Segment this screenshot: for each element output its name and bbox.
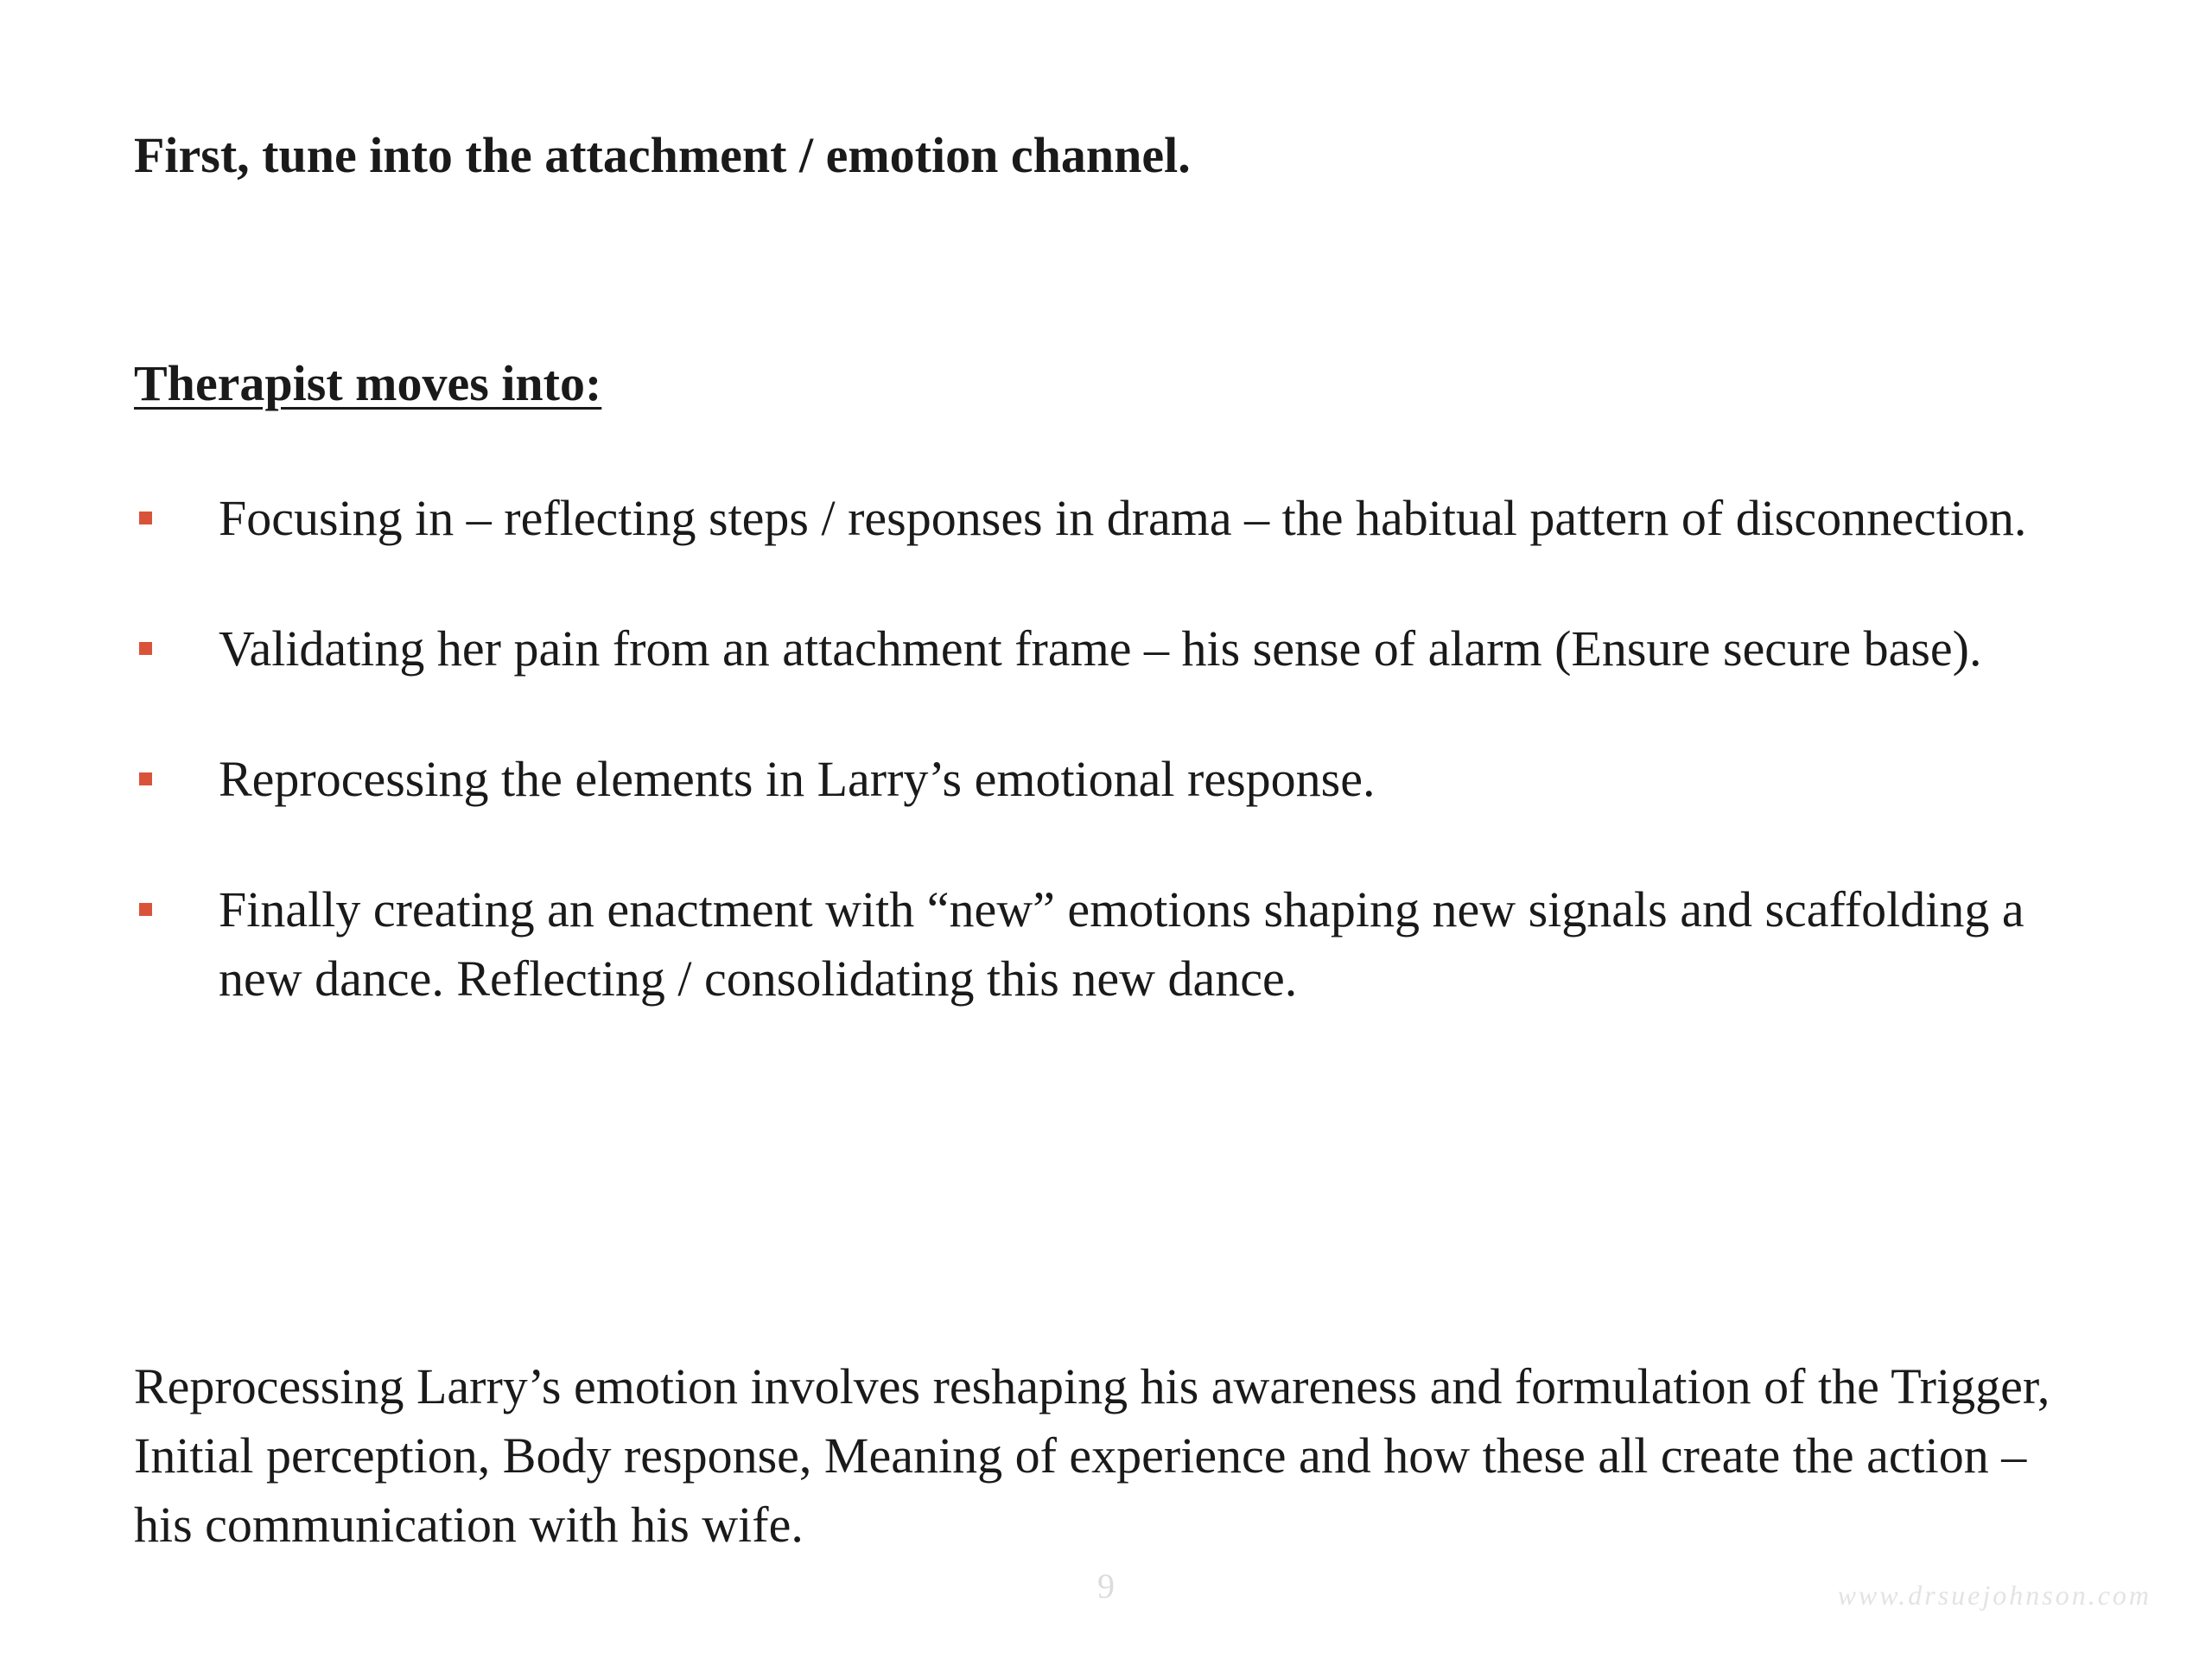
page-number: 9 bbox=[1097, 1567, 1115, 1605]
square-bullet-icon bbox=[139, 512, 152, 524]
summary-paragraph: Reprocessing Larry’s emotion involves reshaping his awareness and formulation of the Trigger, Initial perception, Body response, Meaning of experience and how these all create the action – his communication with his wife. bbox=[134, 1358, 2050, 1553]
website-watermark: www.drsuejohnson.com bbox=[1837, 1580, 2152, 1611]
bullet-item bbox=[134, 484, 2087, 553]
section-subheading: Therapist moves into: bbox=[134, 355, 602, 411]
bullet-text: Validating her pain from an attachment frame – his sense of alarm (Ensure secure base). bbox=[219, 620, 1982, 677]
square-bullet-icon bbox=[139, 772, 152, 785]
bullet-item bbox=[134, 745, 2087, 814]
bullet-item bbox=[134, 875, 2087, 1014]
square-bullet-icon bbox=[139, 903, 152, 916]
square-bullet-icon bbox=[139, 642, 152, 655]
bullet-list bbox=[134, 484, 2087, 1075]
bullet-text: Finally creating an enactment with “new” emotions shaping new signals and scaffolding a new dance. Reflecting / consolidating this new dance. bbox=[219, 881, 2024, 1007]
bullet-text: Reprocessing the elements in Larry’s emotional response. bbox=[219, 751, 1376, 807]
slide-heading: First, tune into the attachment / emotion channel. bbox=[134, 127, 1191, 183]
bullet-item bbox=[134, 614, 2087, 683]
bullet-text: Focusing in – reflecting steps / responses in drama – the habitual pattern of disconnection. bbox=[219, 490, 2027, 546]
